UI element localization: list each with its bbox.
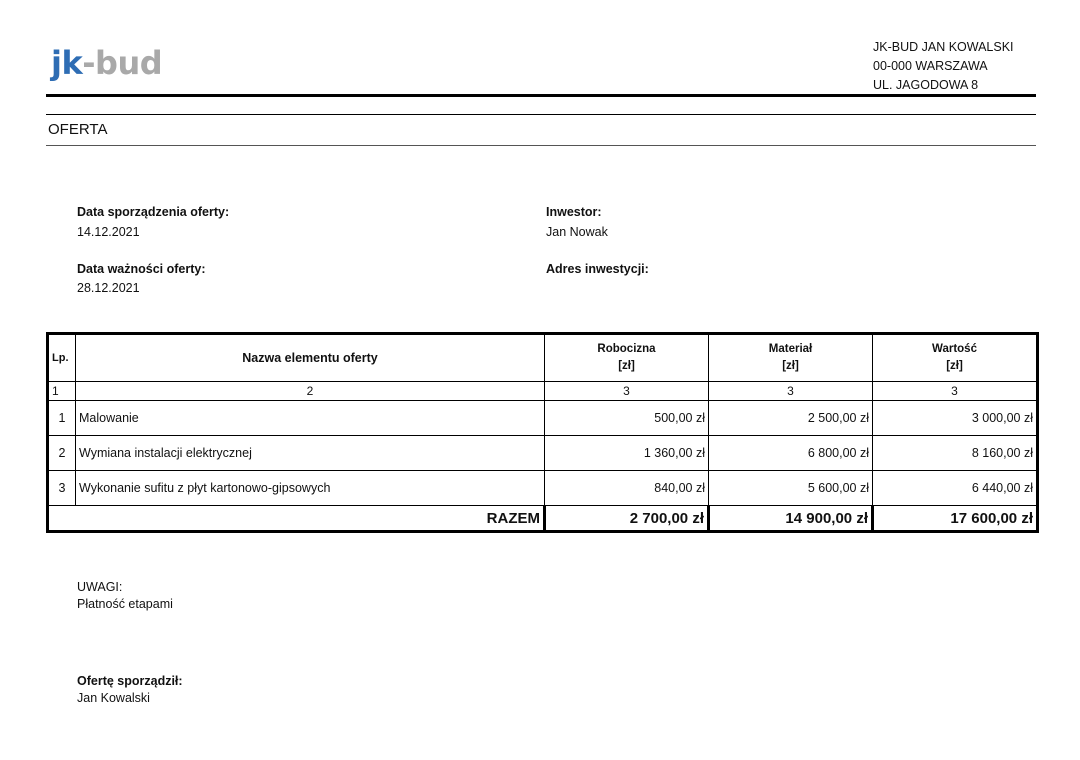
created-date-value: 14.12.2021 — [77, 225, 140, 239]
company-city: 00-000 WARSZAWA — [873, 59, 988, 73]
header-lp: Lp. — [48, 334, 76, 382]
table-row — [48, 471, 1038, 506]
total-material: 14 900,00 zł — [709, 506, 873, 532]
total-labor: 2 700,00 zł — [545, 506, 709, 532]
header-material — [709, 334, 873, 382]
header-material-unit: [zł] — [782, 360, 799, 372]
header-labor — [545, 334, 709, 382]
table-header-row — [48, 334, 1038, 382]
column-number: 1 — [48, 382, 76, 401]
table-row — [48, 436, 1038, 471]
header-value — [873, 334, 1038, 382]
row-material: 6 800,00 zł — [709, 436, 873, 471]
notes-label: UWAGI: — [77, 580, 123, 594]
column-number-row — [48, 382, 1038, 401]
row-name: Wykonanie sufitu z płyt kartonowo-gipsowych — [76, 471, 545, 506]
row-labor: 500,00 zł — [545, 401, 709, 436]
row-material: 2 500,00 zł — [709, 401, 873, 436]
row-name: Wymiana instalacji elektrycznej — [76, 436, 545, 471]
row-lp: 2 — [48, 436, 76, 471]
investment-address-label: Adres inwestycji: — [546, 262, 649, 276]
logo-dash: - — [82, 44, 96, 82]
row-lp: 3 — [48, 471, 76, 506]
row-material: 5 600,00 zł — [709, 471, 873, 506]
header-material-title: Materiał — [768, 343, 813, 355]
created-date-label: Data sporządzenia oferty: — [77, 205, 230, 219]
investor-value: Jan Nowak — [546, 225, 608, 239]
header-thick-divider — [46, 94, 1036, 97]
valid-date-value: 28.12.2021 — [77, 281, 140, 295]
company-name: JK-BUD JAN KOWALSKI — [873, 40, 1014, 54]
offer-table — [46, 332, 1039, 533]
title-top-divider — [46, 114, 1036, 115]
column-number: 3 — [709, 382, 873, 401]
table-row — [48, 401, 1038, 436]
row-labor: 1 360,00 zł — [545, 436, 709, 471]
document-title: OFERTA — [48, 121, 108, 138]
column-number: 2 — [76, 382, 545, 401]
company-street: UL. JAGODOWA 8 — [873, 78, 979, 92]
row-value: 8 160,00 zł — [873, 436, 1038, 471]
header-value-unit: [zł] — [946, 360, 963, 372]
title-bottom-divider — [46, 145, 1036, 146]
header-labor-title: Robocizna — [597, 343, 656, 355]
total-row — [48, 506, 1038, 532]
column-number: 3 — [873, 382, 1038, 401]
header-labor-unit: [zł] — [618, 360, 635, 372]
column-number: 3 — [545, 382, 709, 401]
company-logo — [51, 44, 162, 82]
row-labor: 840,00 zł — [545, 471, 709, 506]
valid-date-label: Data ważności oferty: — [77, 262, 206, 276]
row-value: 3 000,00 zł — [873, 401, 1038, 436]
total-label: RAZEM — [48, 506, 545, 532]
author-value: Jan Kowalski — [77, 691, 150, 705]
header-name: Nazwa elementu oferty — [76, 334, 545, 382]
author-label: Ofertę sporządził: — [77, 674, 183, 688]
row-value: 6 440,00 zł — [873, 471, 1038, 506]
header-value-title: Wartość — [932, 343, 977, 355]
row-name: Malowanie — [76, 401, 545, 436]
investor-label: Inwestor: — [546, 205, 602, 219]
company-address — [873, 38, 1014, 95]
logo-part-bud: bud — [95, 44, 163, 82]
notes-value: Płatność etapami — [77, 597, 173, 611]
logo-part-jk: jk — [51, 44, 83, 82]
row-lp: 1 — [48, 401, 76, 436]
total-value: 17 600,00 zł — [873, 506, 1038, 532]
